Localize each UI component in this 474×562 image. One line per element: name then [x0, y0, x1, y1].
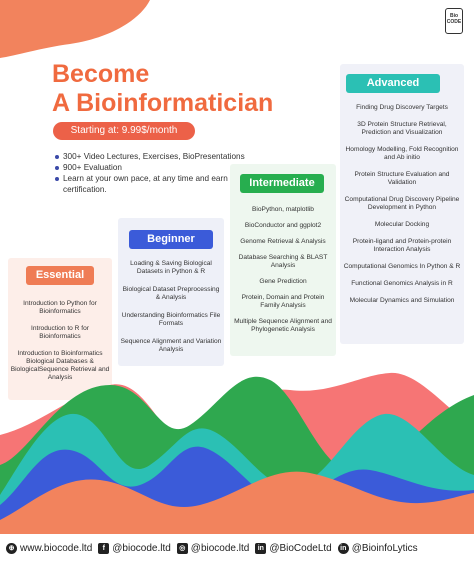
course-item: Computational Genomics In Python & R — [343, 263, 461, 270]
beginner-list — [120, 260, 222, 364]
essential-badge: Essential — [26, 266, 94, 285]
course-item: Understanding Bioinformatics File Formats — [121, 312, 221, 327]
course-item: Computational Drug Discovery Pipeline Development in Python — [344, 196, 460, 211]
course-item: Introduction to Python for Bioinformatics — [23, 300, 97, 315]
price-pill: Starting at: 9.99$/month — [53, 122, 195, 140]
website-text: www.biocode.ltd — [20, 542, 93, 554]
course-item: Biological Dataset Preprocessing & Analysis — [122, 286, 220, 301]
course-item: Gene Prediction — [259, 278, 307, 285]
facebook-icon: f — [98, 543, 109, 554]
decorative-blob — [0, 0, 474, 60]
advanced-badge: Advanced — [346, 74, 440, 93]
course-item: BioConductor and ggplot2 — [244, 222, 322, 229]
footer — [0, 534, 474, 562]
hero-title-line1: Become — [52, 60, 150, 88]
course-item: Molecular Docking — [374, 221, 430, 228]
bullet-item: Learn at your own pace, at any time and earn certification. — [55, 173, 245, 195]
logo-text-code: CODE — [446, 19, 462, 25]
course-item: Molecular Dynamics and Simulation — [349, 297, 455, 304]
beginner-badge: Beginner — [129, 230, 213, 249]
biocode-logo — [445, 8, 463, 34]
website-link[interactable] — [6, 543, 92, 554]
facebook-text: @biocode.ltd — [112, 542, 171, 554]
intermediate-badge: Intermediate — [240, 174, 324, 193]
instagram-link[interactable] — [177, 543, 250, 554]
decorative-waves — [0, 355, 474, 535]
logo-text-bio: Bio — [449, 13, 459, 19]
course-item: Protein-ligand and Protein-protein Interaction Analysis — [352, 238, 452, 253]
course-item: Multiple Sequence Alignment and Phylogenetic Analysis — [234, 318, 332, 333]
linkedin-icon: in — [338, 543, 349, 554]
linkedin2-link[interactable] — [338, 543, 418, 554]
course-item: Introduction to Bioinformatics Biological Databases & BiologicalSequence Retrieval and Analysis — [10, 350, 110, 381]
course-item: 3D Protein Structure Retrieval, Prediction and Visualization — [357, 121, 447, 136]
intermediate-list — [232, 206, 334, 342]
course-item: Genome Retrieval & Analysis — [240, 238, 326, 245]
course-item: Database Searching & BLAST Analysis — [238, 254, 328, 269]
hero-title-line2: A Bioinformatician — [52, 89, 274, 117]
course-item: Functional Genomics Analysis in R — [351, 280, 453, 287]
globe-icon: ⊕ — [6, 543, 17, 554]
instagram-icon: ◎ — [177, 543, 188, 554]
bullet-item: 300+ Video Lectures, Exercises, BioPresentations — [55, 151, 245, 162]
course-item: Protein Structure Evaluation and Validation — [354, 171, 450, 186]
course-item: Protein, Domain and Protein Family Analysis — [241, 294, 325, 309]
course-item: Loading & Saving Biological Datasets in Python & R — [130, 260, 212, 275]
advanced-list — [342, 104, 462, 314]
instagram-text: @biocode.ltd — [190, 542, 250, 554]
course-item: Finding Drug Discovery Targets — [356, 104, 448, 111]
linkedin2-text: @BioinfoLytics — [351, 542, 418, 554]
bullet-item: 900+ Evaluation — [55, 162, 245, 173]
hero-title — [52, 60, 273, 118]
course-item: Homology Modelling, Fold Recognition and Ab initio — [345, 146, 459, 161]
linkedin-icon: in — [255, 543, 266, 554]
course-item: Introduction to R for Bioinformatics — [31, 325, 89, 340]
course-item: BioPython, matplotlib — [252, 206, 314, 213]
course-item: Sequence Alignment and Variation Analysis — [120, 338, 222, 353]
feature-bullets — [55, 151, 245, 195]
linkedin-text: @BioCodeLtd — [269, 542, 332, 554]
facebook-link[interactable] — [98, 543, 171, 554]
linkedin-link[interactable] — [255, 543, 331, 554]
